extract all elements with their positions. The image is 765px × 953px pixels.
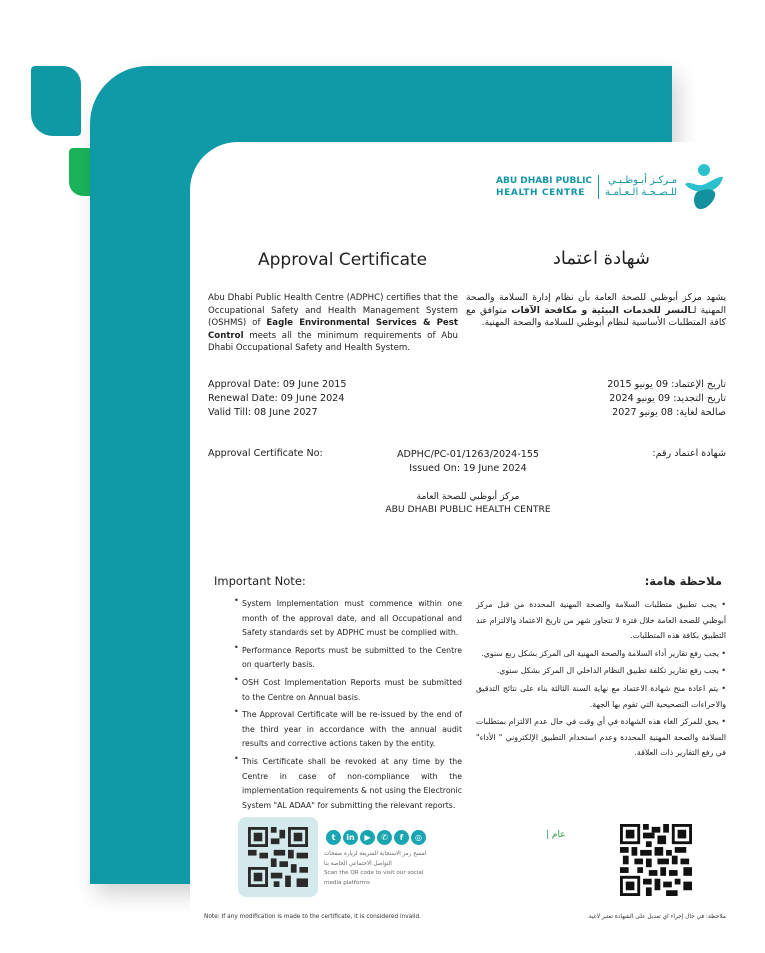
social-caption-en: Scan the QR code to visit our social media platforms: [324, 870, 424, 886]
intro-ar-text: يشهد مركز أبوظبي للصحة العامة بأن نظام إدارة السلامة والصحة المهنية لـ: [466, 292, 727, 316]
logo-en-line1: ABU DHABI PUBLIC: [496, 176, 593, 186]
facebook-icon[interactable]: f: [394, 830, 409, 845]
adphc-logo: [496, 162, 725, 212]
note-item-ar: • يجب تطبيق متطلبات السلامة والصحة المهنية المحددة من قبل مركز أبوظبي للصحة العامة خلال فترة لا تتجاوز شهر من تاريخ الاعتماد والالتزام عند التطبيق بكافة هذه المتطلبات.: [476, 597, 726, 644]
dates-arabic: [607, 378, 726, 420]
social-caption-ar: امسح رمز الاستجابة السريعة لزيارة صفحات التواصل الاجتماعي الخاصة بنا: [324, 851, 427, 867]
social-caption: [324, 850, 432, 888]
linkedin-icon[interactable]: in: [343, 830, 358, 845]
valid-till-date: Valid Till: 08 June 2027: [208, 407, 318, 418]
note-item: • System Implementation must commence within one month of the approval date, and all Occupational and Safety standards set by ADPHC must be complied with.: [234, 597, 462, 641]
logo-english: [496, 175, 592, 199]
important-note-heading: Important Note:: [214, 574, 306, 588]
note-item-ar: • يجب رفع تقارير أداء السلامة والصحة المهنية الى المركز بشكل ربع سنوي.: [476, 646, 726, 662]
company-name-ar: النسر للخدمات البيئية و مكافحة الآفات: [511, 304, 691, 316]
intro-ar-text-end: متوافق مع كافة المتطلبات الأساسية لنظام أبوظبي للسلامة والصحة المهنية.: [466, 304, 726, 329]
footer-note-arabic: ملاحظة: في حال إجراء اي تعديل على الشهادة تعتبر لاغية.: [586, 914, 726, 920]
intro-en-text-end: meets all the minimum requirements of Abu Dhabi Occupational Safety and Health System.: [208, 330, 458, 354]
whatsapp-icon[interactable]: ✆: [377, 830, 392, 845]
dates-english: [208, 378, 346, 420]
footer-note-english: Note: If any modification is made to the certificate, it is considered invalid.: [204, 914, 421, 920]
adphc-figure-icon: [683, 162, 725, 212]
note-item-ar: • يتم اعادة منح شهادة الاعتماد مع نهاية السنة الثالثة بناء على نتائج التدقيق والاجراءات التصحيحية التي تقوم بها الجهة.: [476, 681, 726, 712]
note-item: • OSH Cost Implementation Reports must be submitted to the Centre on Annual basis.: [234, 676, 462, 705]
note-item: • This Certificate shall be revoked at any time by the Centre in case of non-compliance with the implementation requirements & not using the Electronic System "AL ADAA" for submitting the relevant reports.: [234, 755, 462, 813]
social-icons-row: [326, 830, 426, 845]
note-item: • The Approval Certificate will be re-issued by the end of the third year in accordance with the annual audit results and corrective actions taken by the entity.: [234, 708, 462, 752]
logo-divider: [598, 175, 599, 199]
issuer-block: [350, 490, 586, 516]
valid-till-date-ar: صالحة لغاية: 08 يونيو 2027: [612, 407, 726, 418]
note-item-ar: • يجب رفع تقارير تكلفة تطبيق النظام الداخلي ال المركز بشكل سنوي.: [476, 663, 726, 679]
certificate-number: ADPHC/PC-01/1263/2024-155: [396, 449, 540, 460]
classification-label: عام |: [546, 830, 566, 840]
intro-en-text: Abu Dhabi Public Health Centre (ADPHC) certifies that the Occupational Safety and Health Management System (OSHMS) of: [208, 293, 458, 329]
social-qr-code[interactable]: [248, 827, 308, 887]
intro-arabic: [466, 292, 726, 330]
renewal-date: Renewal Date: 09 June 2024: [208, 393, 345, 404]
certificate-sheet: [190, 142, 752, 940]
important-note-heading-ar: ملاحظة هامة:: [644, 574, 722, 588]
issuer-arabic: مركز أبوظبي للصحة العامة: [416, 491, 520, 502]
certificate-number-label: Approval Certificate No:: [208, 448, 323, 459]
issuer-english: ABU DHABI PUBLIC HEALTH CENTRE: [385, 504, 551, 515]
issued-on-date: Issued On: 19 June 2024: [409, 463, 527, 474]
logo-arabic: [605, 175, 677, 199]
logo-en-line2: HEALTH CENTRE: [496, 188, 585, 198]
notes-list-arabic: [476, 597, 726, 763]
certificate-number-block: [350, 448, 586, 476]
certificate-number-label-ar: شهادة اعتماد رقم:: [652, 448, 726, 459]
logo-ar-line1: مـركـز أبـوظـبـي: [608, 175, 678, 186]
note-item-ar: • يحق للمركز الغاء هذه الشهادة في أي وقت في حال عدم الالتزام بمتطلبات السلامة والصحة المهنية المحددة وعدم استخدام التطبيق الإلكتروني " الأداء" في رفع التقارير ذات العلاقة.: [476, 714, 726, 761]
approval-date: Approval Date: 09 June 2015: [208, 379, 347, 390]
title-arabic: شهادة اعتماد: [552, 248, 650, 269]
title-english: Approval Certificate: [258, 250, 428, 270]
youtube-icon[interactable]: ▶: [360, 830, 375, 845]
note-item: • Performance Reports must be submitted to the Centre on quarterly basis.: [234, 644, 462, 673]
twitter-icon[interactable]: t: [326, 830, 341, 845]
certificate-qr-code[interactable]: [620, 824, 692, 896]
logo-ar-line2: للـصـحـة الـعـامـة: [605, 187, 678, 198]
decorative-teal-tab: [31, 66, 81, 136]
notes-list-english: [234, 597, 462, 816]
instagram-icon[interactable]: ◎: [411, 830, 426, 845]
intro-english: [208, 292, 458, 355]
company-name-en: Eagle Environmental Services & Pest Control: [208, 318, 458, 341]
renewal-date-ar: تاريخ التجديد: 09 يونيو 2024: [609, 393, 726, 404]
approval-date-ar: تاريخ الإعتماد: 09 يونيو 2015: [607, 379, 726, 390]
certificate-frame: [90, 66, 727, 920]
